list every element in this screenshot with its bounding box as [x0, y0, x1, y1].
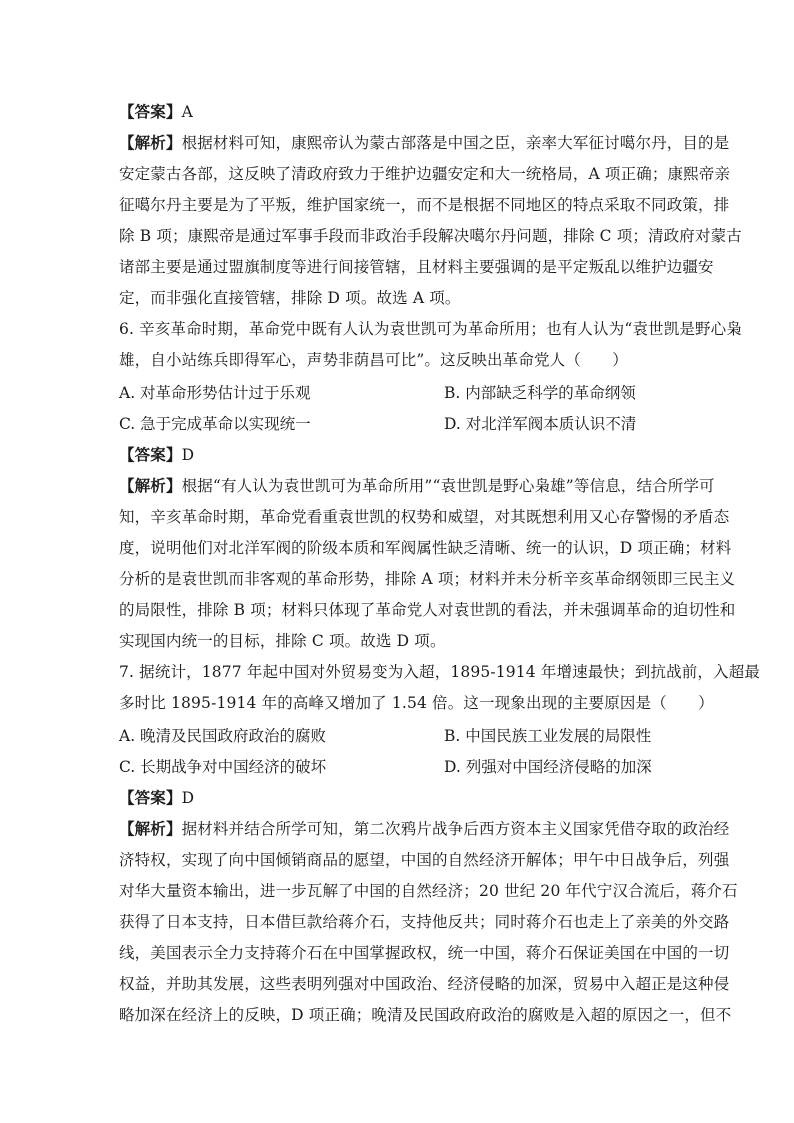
q7-stem-line-1: 7. 据统计，1877 年起中国对外贸易变为入超，1895-1914 年增速最快；到抗战前，入超最: [119, 663, 760, 681]
q7-option-d: D. 列强对中国经济侵略的加深: [444, 758, 652, 776]
q6-analysis-line-5: 的局限性，排除 B 项；材料只体现了革命党人对袁世凯的看法，并未强调革命的迫切性和: [119, 601, 736, 619]
q7-analysis-line-6: 权益，并助其发展，这些表明列强对中国政治、经济侵略的加深，贸易中入超正是这种侵: [119, 975, 730, 993]
q6-option-c: C. 急于完成革命以实现统一: [119, 415, 311, 433]
q6-answer-line: [119, 445, 679, 465]
q7-stem-line-2: 多时比 1895-1914 年的高峰又增加了 1.54 倍。这一现象出现的主要原因是（ ）: [119, 694, 714, 712]
q7-answer-line: [119, 788, 679, 808]
q7-option-c: C. 长期战争对中国经济的破坏: [119, 758, 327, 776]
q7-analysis-line-2: 济特权，实现了向中国倾销商品的愿望，中国的自然经济开解体；甲午中日战争后，列强: [119, 851, 730, 869]
answer-value: A: [181, 103, 193, 121]
analysis-line-4: 除 B 项；康熙帝是通过军事手段而非政治手段解决噶尔丹问题，排除 C 项；清政府对蒙古: [119, 227, 742, 245]
q6-option-b: B. 内部缺乏科学的革命纲领: [444, 384, 636, 402]
q7-analysis-line-1: [119, 819, 730, 839]
q7-analysis-line-4: 获得了日本支持，日本借巨款给蒋介石，支持他反共；同时蒋介石也走上了亲美的外交路: [119, 913, 730, 931]
answer-tag: 【答案】: [119, 445, 182, 464]
analysis-text: 据材料并结合所学可知，第二次鸦片战争后西方资本主义国家凭借夺取的政治经: [181, 820, 730, 838]
q6-analysis-line-6: 实现国内统一的目标，排除 C 项。故选 D 项。: [119, 632, 446, 650]
answer-value: D: [181, 789, 195, 807]
q6-stem-line-2: 雄，自小站练兵即得军心，声势非荫昌可比”。这反映出革命党人（ ）: [119, 351, 628, 369]
q7-option-b: B. 中国民族工业发展的局限性: [444, 727, 652, 745]
answer-tag: 【答案】: [119, 102, 182, 121]
q6-option-a: A. 对革命形势估计过于乐观: [119, 384, 311, 402]
analysis-text: 根据材料可知，康熙帝认为蒙古部落是中国之臣，亲率大军征讨噶尔丹，目的是: [181, 134, 730, 152]
q6-stem-line-1: 6. 辛亥革命时期，革命党中既有人认为袁世凯可为革命所用；也有人认为“袁世凯是野心枭: [119, 320, 742, 338]
analysis-text: 根据“有人认为袁世凯可为革命所用”“袁世凯是野心枭雄”等信息，结合所学可: [181, 477, 715, 495]
q7-option-a: A. 晚清及民国政府政治的腐败: [119, 727, 327, 745]
analysis-line-5: 诸部主要是通过盟旗制度等进行间接管辖，且材料主要强调的是平定叛乱以维护边疆安: [119, 258, 714, 276]
q6-option-d: D. 对北洋军阀本质认识不清: [444, 415, 637, 433]
q7-analysis-line-5: 线，美国表示全力支持蒋介石在中国掌握政权，统一中国，蒋介石保证美国在中国的一切: [119, 944, 730, 962]
answer-value: D: [181, 446, 195, 464]
analysis-line-2: 安定蒙古各部，这反映了清政府致力于维护边疆安定和大一统格局，A 项正确；康熙帝亲: [119, 165, 731, 183]
analysis-tag: 【解析】: [119, 133, 182, 152]
q6-analysis-line-3: 度，说明他们对北洋军阀的阶级本质和军阀属性缺乏清晰、统一的认识，D 项正确；材料: [119, 539, 732, 557]
q6-analysis-line-2: 知，辛亥革命时期，革命党看重袁世凯的权势和威望，对其既想利用又心存警惕的矛盾态: [119, 508, 730, 526]
q7-analysis-line-7: 略加深在经济上的反映，D 项正确；晚清及民国政府政治的腐败是入超的原因之一，但不: [119, 1006, 732, 1024]
analysis-tag: 【解析】: [119, 819, 182, 838]
answer-tag: 【答案】: [119, 788, 182, 807]
analysis-tag: 【解析】: [119, 476, 182, 495]
q6-analysis-line-1: [119, 476, 715, 496]
q6-analysis-line-4: 分析的是袁世凯而非客观的革命形势，排除 A 项；材料并未分析辛亥革命纲领即三民主义: [119, 570, 736, 588]
analysis-line-3: 征噶尔丹主要是为了平叛，维护国家统一，而不是根据不同地区的特点采取不同政策，排: [119, 196, 730, 214]
answer-line: [119, 102, 679, 122]
analysis-line-6: 定，而非强化直接管辖，排除 D 项。故选 A 项。: [119, 289, 461, 307]
analysis-line-1: [119, 133, 730, 153]
q7-analysis-line-3: 对华大量资本输出，进一步瓦解了中国的自然经济；20 世纪 20 年代宁汉合流后，蒋介石: [119, 882, 738, 900]
